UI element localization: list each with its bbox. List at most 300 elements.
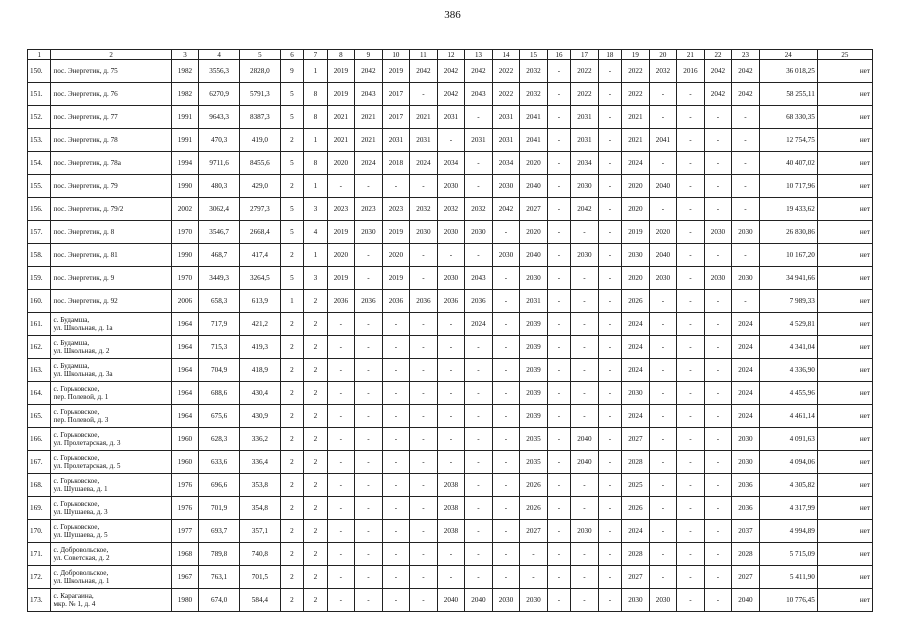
table-cell: -: [492, 405, 520, 428]
table-cell: -: [571, 497, 599, 520]
table-cell: 2030: [622, 244, 650, 267]
table-cell: 2031: [465, 129, 493, 152]
table-cell: 2017: [382, 83, 410, 106]
table-row: [28, 106, 873, 129]
column-header: 10: [382, 50, 410, 60]
table-cell: 8: [304, 106, 327, 129]
table-cell: 5: [280, 267, 303, 290]
table-cell: 2: [304, 497, 327, 520]
table-cell: -: [547, 359, 570, 382]
column-header: 17: [571, 50, 599, 60]
table-cell: -: [410, 83, 438, 106]
table-cell: 2043: [355, 83, 383, 106]
table-cell: -: [598, 290, 621, 313]
table-cell: -: [732, 244, 760, 267]
page-number: 386: [444, 9, 461, 21]
table-cell: 2034: [437, 152, 465, 175]
table-cell: 2027: [622, 428, 650, 451]
table-cell: 6270,9: [199, 83, 240, 106]
table-cell: 163.: [28, 359, 51, 382]
table-cell: 153.: [28, 129, 51, 152]
table-row: [28, 589, 873, 612]
table-cell: -: [649, 497, 677, 520]
table-cell: -: [437, 382, 465, 405]
table-cell: -: [677, 497, 705, 520]
table-cell: 2039: [520, 313, 548, 336]
table-cell: 2039: [520, 336, 548, 359]
table-cell: 4 341,04: [759, 336, 817, 359]
table-cell: -: [677, 428, 705, 451]
table-cell: 2027: [520, 198, 548, 221]
table-row: [28, 428, 873, 451]
table-cell: 2039: [520, 405, 548, 428]
table-cell: -: [704, 129, 732, 152]
column-header: 1: [28, 50, 51, 60]
table-cell: 5791,3: [239, 83, 280, 106]
table-cell: -: [492, 290, 520, 313]
table-cell: 2: [304, 359, 327, 382]
table-cell: 2030: [571, 175, 599, 198]
table-cell: 2041: [649, 129, 677, 152]
table-cell: 8: [304, 83, 327, 106]
table-cell: 429,0: [239, 175, 280, 198]
table-cell: 2019: [327, 221, 355, 244]
table-cell: нет: [817, 474, 872, 497]
table-cell: 3449,3: [199, 267, 240, 290]
table-cell: 2021: [327, 129, 355, 152]
table-cell: 2032: [410, 198, 438, 221]
table-cell: 2024: [732, 336, 760, 359]
table-cell: 7 989,33: [759, 290, 817, 313]
table-cell: -: [327, 405, 355, 428]
table-cell: с. Горьковское, ул. Пролетарская, д. 5: [51, 451, 171, 474]
table-cell: 2: [280, 175, 303, 198]
table-cell: -: [649, 566, 677, 589]
table-row: [28, 152, 873, 175]
table-cell: 2020: [327, 244, 355, 267]
table-cell: -: [327, 451, 355, 474]
table-cell: 4 091,63: [759, 428, 817, 451]
table-cell: 1968: [171, 543, 199, 566]
table-cell: 613,9: [239, 290, 280, 313]
table-cell: -: [327, 359, 355, 382]
table-row: [28, 336, 873, 359]
table-cell: -: [649, 382, 677, 405]
table-cell: 40 407,02: [759, 152, 817, 175]
table-cell: -: [704, 313, 732, 336]
table-cell: 2: [304, 474, 327, 497]
table-cell: 168.: [28, 474, 51, 497]
table-cell: -: [598, 405, 621, 428]
table-cell: 2: [304, 405, 327, 428]
table-cell: нет: [817, 244, 872, 267]
table-cell: -: [327, 520, 355, 543]
table-cell: -: [410, 497, 438, 520]
table-cell: с. Будамша, ул. Школьная, д. 2: [51, 336, 171, 359]
table-cell: -: [520, 566, 548, 589]
table-cell: 154.: [28, 152, 51, 175]
table-cell: -: [355, 451, 383, 474]
table-cell: 2039: [520, 359, 548, 382]
table-cell: -: [382, 497, 410, 520]
table-cell: -: [649, 106, 677, 129]
table-cell: -: [704, 566, 732, 589]
table-cell: нет: [817, 267, 872, 290]
table-cell: 2020: [520, 152, 548, 175]
table-cell: -: [677, 336, 705, 359]
table-cell: 5 715,09: [759, 543, 817, 566]
table-cell: с. Будамша, ул. Школьная, д. 3а: [51, 359, 171, 382]
table-cell: 2: [280, 313, 303, 336]
table-cell: 2036: [355, 290, 383, 313]
table-cell: 2031: [382, 129, 410, 152]
table-cell: -: [492, 313, 520, 336]
table-cell: -: [598, 566, 621, 589]
table-cell: -: [732, 129, 760, 152]
table-cell: пос. Энергетик, д. 75: [51, 60, 171, 83]
table-cell: 5: [280, 106, 303, 129]
table-cell: 12 754,75: [759, 129, 817, 152]
table-cell: 2030: [732, 221, 760, 244]
table-cell: 336,2: [239, 428, 280, 451]
table-cell: -: [465, 428, 493, 451]
table-cell: 164.: [28, 382, 51, 405]
table-cell: 2042: [571, 198, 599, 221]
column-header: 3: [171, 50, 199, 60]
table-cell: 2039: [520, 382, 548, 405]
table-cell: -: [492, 474, 520, 497]
table-row: [28, 497, 873, 520]
table-cell: пос. Энергетик, д. 78а: [51, 152, 171, 175]
table-cell: 2040: [520, 244, 548, 267]
table-cell: 2030: [355, 221, 383, 244]
table-cell: 162.: [28, 336, 51, 359]
table-cell: -: [437, 359, 465, 382]
table-cell: 2668,4: [239, 221, 280, 244]
table-cell: -: [382, 428, 410, 451]
table-cell: 2038: [437, 520, 465, 543]
table-cell: -: [437, 313, 465, 336]
table-cell: 160.: [28, 290, 51, 313]
table-cell: нет: [817, 589, 872, 612]
table-cell: -: [571, 589, 599, 612]
table-cell: -: [677, 474, 705, 497]
table-cell: 2022: [492, 60, 520, 83]
table-cell: -: [382, 313, 410, 336]
table-cell: 2036: [327, 290, 355, 313]
table-cell: 5: [280, 152, 303, 175]
table-cell: -: [547, 313, 570, 336]
table-cell: -: [598, 83, 621, 106]
table-cell: 2030: [492, 244, 520, 267]
table-cell: 2: [280, 405, 303, 428]
table-cell: 2019: [327, 267, 355, 290]
table-cell: -: [547, 589, 570, 612]
table-cell: 8387,3: [239, 106, 280, 129]
table-cell: 740,8: [239, 543, 280, 566]
table-cell: 161.: [28, 313, 51, 336]
table-cell: -: [704, 474, 732, 497]
table-cell: нет: [817, 428, 872, 451]
table-cell: 2043: [465, 83, 493, 106]
table-cell: -: [492, 359, 520, 382]
table-cell: 2: [280, 359, 303, 382]
table-cell: 704,9: [199, 359, 240, 382]
table-cell: -: [677, 566, 705, 589]
table-cell: -: [437, 428, 465, 451]
table-cell: -: [327, 497, 355, 520]
table-cell: -: [598, 244, 621, 267]
table-cell: пос. Энергетик, д. 81: [51, 244, 171, 267]
table-cell: 2023: [382, 198, 410, 221]
table-cell: 2: [304, 543, 327, 566]
table-row: [28, 313, 873, 336]
table-cell: -: [704, 428, 732, 451]
table-cell: 2: [304, 382, 327, 405]
table-cell: нет: [817, 221, 872, 244]
table-cell: -: [732, 290, 760, 313]
table-cell: 2030: [437, 221, 465, 244]
table-cell: 2023: [327, 198, 355, 221]
column-header: 5: [239, 50, 280, 60]
table-cell: 2036: [410, 290, 438, 313]
table-row: [28, 359, 873, 382]
table-cell: 2020: [520, 221, 548, 244]
table-cell: -: [571, 474, 599, 497]
table-cell: -: [547, 152, 570, 175]
table-cell: 1: [304, 60, 327, 83]
table-cell: с. Горьковское, пер. Полевой, д. 3: [51, 405, 171, 428]
table-cell: 2038: [437, 474, 465, 497]
table-cell: -: [382, 175, 410, 198]
table-row: [28, 451, 873, 474]
table-cell: 701,5: [239, 566, 280, 589]
table-cell: нет: [817, 175, 872, 198]
table-cell: 5: [280, 198, 303, 221]
table-cell: 58 255,11: [759, 83, 817, 106]
table-cell: 1991: [171, 106, 199, 129]
table-cell: -: [382, 520, 410, 543]
table-cell: 2: [304, 520, 327, 543]
table-cell: 2040: [465, 589, 493, 612]
table-cell: 34 941,66: [759, 267, 817, 290]
table-cell: -: [547, 451, 570, 474]
table-cell: 2030: [437, 267, 465, 290]
table-cell: 1982: [171, 60, 199, 83]
table-cell: 2026: [622, 497, 650, 520]
table-row: [28, 267, 873, 290]
table-cell: нет: [817, 497, 872, 520]
table-cell: -: [492, 336, 520, 359]
table-cell: 2006: [171, 290, 199, 313]
table-cell: -: [547, 83, 570, 106]
table-cell: 2020: [382, 244, 410, 267]
table-cell: 2042: [437, 60, 465, 83]
table-cell: 2042: [410, 60, 438, 83]
table-cell: -: [598, 382, 621, 405]
table-row: [28, 198, 873, 221]
table-cell: -: [704, 244, 732, 267]
table-cell: -: [410, 382, 438, 405]
table-cell: -: [465, 474, 493, 497]
table-cell: 2: [280, 244, 303, 267]
column-header: 21: [677, 50, 705, 60]
table-cell: нет: [817, 313, 872, 336]
table-cell: 2032: [649, 60, 677, 83]
table-cell: 2024: [622, 405, 650, 428]
table-cell: 2031: [492, 106, 520, 129]
table-cell: 2024: [732, 359, 760, 382]
table-cell: -: [649, 520, 677, 543]
table-cell: 2030: [571, 520, 599, 543]
table-cell: -: [598, 359, 621, 382]
table-cell: 628,3: [199, 428, 240, 451]
table-cell: -: [598, 60, 621, 83]
table-cell: 2024: [622, 336, 650, 359]
table-cell: 4 529,81: [759, 313, 817, 336]
table-cell: 2017: [382, 106, 410, 129]
table-cell: -: [571, 313, 599, 336]
table-cell: -: [410, 175, 438, 198]
table-cell: 418,9: [239, 359, 280, 382]
table-cell: 2019: [382, 60, 410, 83]
table-cell: -: [355, 428, 383, 451]
table-cell: 150.: [28, 60, 51, 83]
table-cell: -: [355, 589, 383, 612]
table-cell: 417,4: [239, 244, 280, 267]
table-cell: 1991: [171, 129, 199, 152]
table-cell: -: [704, 336, 732, 359]
table-cell: 2020: [622, 267, 650, 290]
table-cell: -: [704, 106, 732, 129]
table-cell: -: [547, 520, 570, 543]
table-cell: 2019: [327, 60, 355, 83]
table-cell: -: [547, 474, 570, 497]
table-cell: 2041: [520, 106, 548, 129]
table-cell: 2021: [327, 106, 355, 129]
table-cell: -: [677, 106, 705, 129]
table-cell: -: [465, 497, 493, 520]
table-cell: -: [465, 520, 493, 543]
table-cell: -: [355, 175, 383, 198]
table-cell: 696,6: [199, 474, 240, 497]
table-cell: 2022: [622, 60, 650, 83]
table-cell: -: [465, 566, 493, 589]
table-cell: 2031: [410, 129, 438, 152]
table-cell: нет: [817, 359, 872, 382]
table-cell: 2030: [649, 589, 677, 612]
table-cell: 674,0: [199, 589, 240, 612]
table-cell: 2031: [571, 129, 599, 152]
table-cell: -: [571, 405, 599, 428]
table-cell: 2021: [355, 106, 383, 129]
table-cell: 2828,0: [239, 60, 280, 83]
table-cell: -: [492, 221, 520, 244]
table-cell: -: [704, 497, 732, 520]
table-cell: 2042: [704, 60, 732, 83]
table-cell: 2: [304, 290, 327, 313]
table-cell: 353,8: [239, 474, 280, 497]
table-cell: нет: [817, 83, 872, 106]
table-cell: 2034: [571, 152, 599, 175]
table-cell: -: [327, 543, 355, 566]
table-cell: -: [355, 382, 383, 405]
table-cell: -: [465, 106, 493, 129]
table-cell: нет: [817, 336, 872, 359]
table-cell: 1: [304, 175, 327, 198]
table-cell: 2027: [732, 566, 760, 589]
table-cell: 2038: [437, 497, 465, 520]
table-cell: 2042: [492, 198, 520, 221]
table-cell: -: [492, 428, 520, 451]
table-cell: -: [410, 589, 438, 612]
table-cell: 2040: [520, 175, 548, 198]
table-cell: 2030: [492, 175, 520, 198]
table-cell: 2042: [732, 60, 760, 83]
table-cell: 4 994,89: [759, 520, 817, 543]
table-cell: -: [704, 359, 732, 382]
table-cell: -: [437, 566, 465, 589]
table-cell: 8: [304, 152, 327, 175]
table-cell: -: [677, 543, 705, 566]
table-cell: -: [677, 221, 705, 244]
table-cell: 4 461,14: [759, 405, 817, 428]
table-cell: -: [465, 244, 493, 267]
table-cell: 1960: [171, 428, 199, 451]
table-cell: 9711,6: [199, 152, 240, 175]
table-cell: 2020: [622, 175, 650, 198]
table-cell: -: [598, 221, 621, 244]
table-cell: -: [410, 474, 438, 497]
table-cell: 1960: [171, 451, 199, 474]
table-cell: 701,9: [199, 497, 240, 520]
table-cell: 2024: [622, 152, 650, 175]
table-cell: 4 305,82: [759, 474, 817, 497]
table-row: [28, 543, 873, 566]
table-cell: 2031: [520, 290, 548, 313]
table-cell: 3556,3: [199, 60, 240, 83]
table-cell: 171.: [28, 543, 51, 566]
table-cell: 159.: [28, 267, 51, 290]
table-cell: -: [355, 520, 383, 543]
table-cell: -: [677, 175, 705, 198]
table-cell: нет: [817, 152, 872, 175]
table-cell: 158.: [28, 244, 51, 267]
table-cell: -: [571, 543, 599, 566]
table-cell: -: [677, 83, 705, 106]
table-cell: 480,3: [199, 175, 240, 198]
table-cell: -: [704, 198, 732, 221]
table-row: [28, 474, 873, 497]
table-cell: -: [382, 543, 410, 566]
table-cell: 1990: [171, 175, 199, 198]
table-cell: 10 776,45: [759, 589, 817, 612]
table-cell: 166.: [28, 428, 51, 451]
table-cell: 1: [304, 244, 327, 267]
table-cell: -: [547, 382, 570, 405]
table-cell: 2026: [622, 290, 650, 313]
table-cell: 2028: [732, 543, 760, 566]
table-cell: -: [355, 359, 383, 382]
table-cell: нет: [817, 451, 872, 474]
table-row: [28, 221, 873, 244]
table-cell: 151.: [28, 83, 51, 106]
table-cell: -: [598, 428, 621, 451]
table-cell: -: [677, 290, 705, 313]
table-cell: 421,2: [239, 313, 280, 336]
table-cell: 2031: [492, 129, 520, 152]
table-cell: -: [732, 106, 760, 129]
